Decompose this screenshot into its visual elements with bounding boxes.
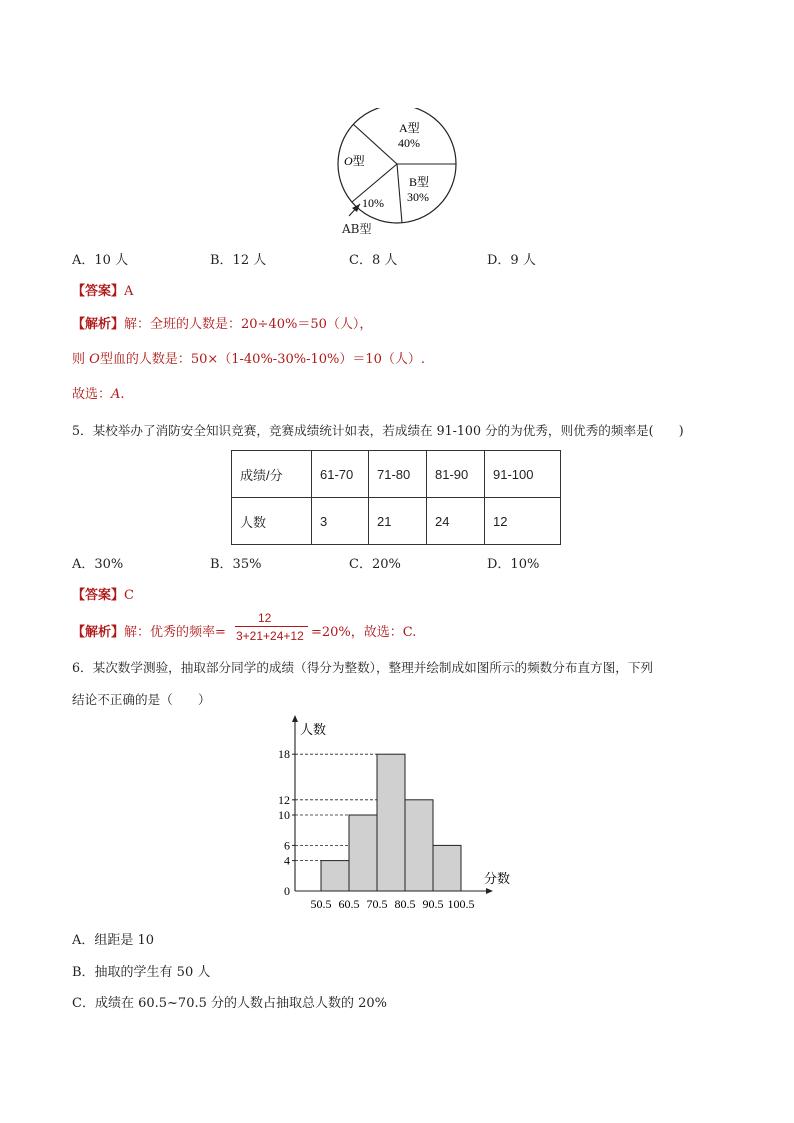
answer-tag: 【答案】 bbox=[72, 284, 125, 299]
q4-option-d: D．9 人 bbox=[487, 253, 536, 268]
table-cell: 24 bbox=[427, 498, 485, 545]
histogram-bar bbox=[349, 815, 377, 891]
y-axis-arrowhead bbox=[292, 715, 298, 722]
y-axis-title: 人数 bbox=[300, 722, 327, 737]
q5-option-b: B．35% bbox=[210, 557, 262, 572]
q6-stem-line2: 结论不正确的是（ ） bbox=[72, 692, 211, 707]
q5-option-a: A．30% bbox=[72, 557, 124, 572]
q5-answer bbox=[72, 584, 134, 603]
analysis-text: 故选： bbox=[72, 387, 112, 402]
x-tick-label: 80.5 bbox=[394, 897, 416, 911]
pie-label-ab-pct: 10% bbox=[362, 196, 384, 210]
pie-label-a-name: A型 bbox=[399, 121, 420, 135]
analysis-text: 解：优秀的频率= bbox=[124, 625, 226, 640]
answer-value: A bbox=[124, 284, 134, 299]
analysis-text: 型血的人数是：50×（1-40%-30%-10%）＝10（人）. bbox=[99, 352, 426, 367]
answer-tag: 【答案】 bbox=[72, 588, 125, 603]
table-cell: 71-80 bbox=[369, 451, 427, 498]
analysis-tag: 【解析】 bbox=[72, 317, 125, 332]
table-row bbox=[232, 451, 561, 498]
pie-label-b-pct: 30% bbox=[407, 190, 429, 204]
histogram-bar bbox=[321, 861, 349, 891]
fraction-bar bbox=[235, 626, 308, 627]
table-row bbox=[232, 498, 561, 545]
histogram-bar bbox=[377, 754, 405, 891]
x-tick-label: 90.5 bbox=[422, 897, 444, 911]
score-table bbox=[231, 450, 561, 545]
q4-option-a: A．10 人 bbox=[72, 253, 129, 268]
q4-answer bbox=[72, 280, 133, 299]
analysis-tag: 【解析】 bbox=[72, 625, 125, 640]
q6-option-c: C．成绩在 60.5~70.5 分的人数占抽取总人数的 20% bbox=[72, 996, 388, 1011]
y-tick-label: 6 bbox=[284, 838, 290, 853]
table-cell: 61-70 bbox=[312, 451, 369, 498]
answer-value: C bbox=[124, 588, 134, 603]
analysis-text: 则 bbox=[72, 352, 90, 367]
table-cell: 91-100 bbox=[485, 451, 561, 498]
fraction-numerator: 12 bbox=[258, 611, 272, 625]
q4-analysis-line2 bbox=[72, 348, 425, 367]
analysis-text: 解：全班的人数是：20÷40%＝50（人）， bbox=[124, 317, 373, 332]
score-histogram bbox=[270, 715, 530, 915]
table-cell: 21 bbox=[369, 498, 427, 545]
table-cell: 人数 bbox=[232, 498, 312, 545]
x-tick-label: 70.5 bbox=[366, 897, 388, 911]
q5-stem: 5．某校举办了消防安全知识竞赛，竞赛成绩统计如表，若成绩在 91-100 分的为优秀，则优秀的频率是( ) bbox=[72, 423, 684, 438]
q5-analysis bbox=[72, 621, 226, 640]
q6-option-b: B．抽取的学生有 50 人 bbox=[72, 965, 211, 980]
analysis-italic-o: O bbox=[89, 352, 100, 367]
q6-stem-line1: 6．某次数学测验，抽取部分同学的成绩（得分为整数），整理并绘制成如图所示的频数分布直方图，下列 bbox=[72, 660, 654, 675]
histogram-bar bbox=[405, 800, 433, 891]
pie-label-ab-name: AB型 bbox=[342, 222, 372, 236]
x-tick-label: 100.5 bbox=[447, 897, 475, 911]
y-tick-label: 12 bbox=[278, 792, 290, 807]
table-cell: 3 bbox=[312, 498, 369, 545]
x-axis-title: 分数 bbox=[484, 871, 511, 886]
x-axis-arrowhead bbox=[486, 888, 493, 894]
analysis-text: . bbox=[120, 387, 125, 402]
q5-analysis-suffix: =20%，故选：C. bbox=[311, 625, 417, 640]
table-cell: 12 bbox=[485, 498, 561, 545]
q5-option-d: D．10% bbox=[487, 557, 540, 572]
q4-option-c: C．8 人 bbox=[349, 253, 398, 268]
analysis-italic-a: A bbox=[111, 387, 121, 402]
pie-label-a-pct: 40% bbox=[398, 136, 420, 150]
y-tick-label: 18 bbox=[278, 747, 290, 762]
fraction-denominator: 3+21+24+12 bbox=[236, 629, 304, 643]
q4-analysis-line1 bbox=[72, 313, 372, 332]
q5-option-c: C．20% bbox=[349, 557, 401, 572]
x-tick-label: 60.5 bbox=[338, 897, 360, 911]
y-tick-label: 0 bbox=[284, 884, 290, 898]
pie-label-o: O型 bbox=[344, 154, 365, 168]
histogram-bar bbox=[433, 845, 461, 891]
x-tick-label: 50.5 bbox=[310, 897, 332, 911]
q4-option-b: B．12 人 bbox=[210, 253, 267, 268]
table-cell: 成绩/分 bbox=[232, 451, 312, 498]
y-tick-label: 4 bbox=[284, 853, 290, 868]
pie-label-b-name: B型 bbox=[409, 175, 430, 189]
table-cell: 81-90 bbox=[427, 451, 485, 498]
y-tick-label: 10 bbox=[278, 808, 290, 822]
q6-option-a: A．组距是 10 bbox=[72, 933, 155, 948]
q4-analysis-line3 bbox=[72, 383, 125, 402]
